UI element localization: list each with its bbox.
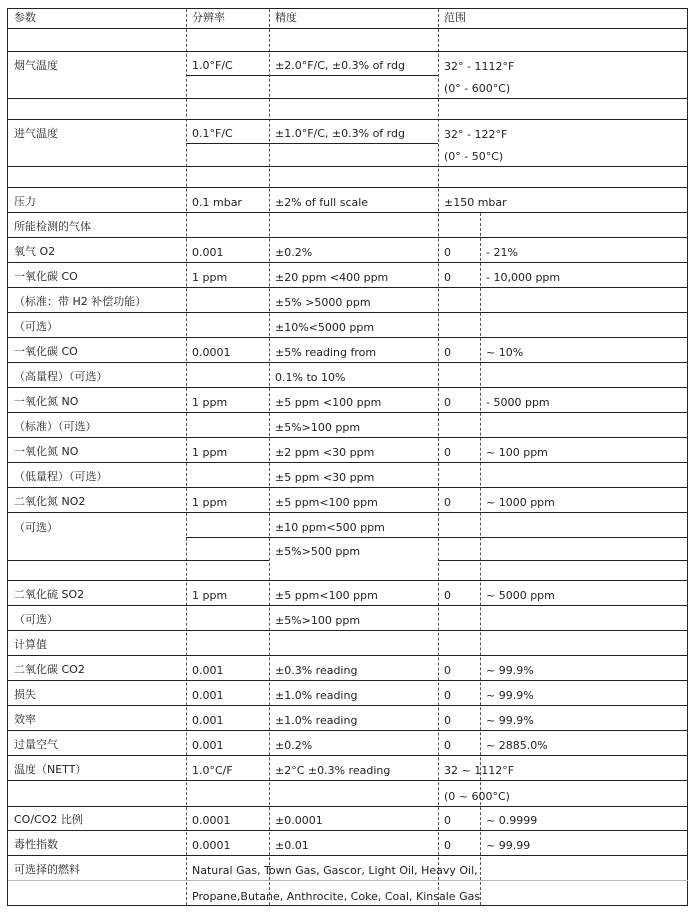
cell-range-max (480, 538, 688, 561)
cell-resolution: 0.0001 (186, 807, 269, 831)
cell-range-max: ~ 99.99 (480, 831, 688, 856)
cell-accuracy: ±5% >5000 ppm (269, 288, 438, 313)
cell-range: 32 ~ 1112°F (438, 756, 688, 781)
cell-parameter: （可选） (14, 521, 58, 534)
cell-resolution (186, 144, 269, 167)
cell-resolution: 0.001 (186, 681, 269, 706)
cell-range-min: 0 (438, 731, 480, 756)
cell-parameter: （低量程）（可选） (8, 463, 186, 488)
cell-range-max (480, 213, 688, 238)
cell-accuracy: ±5%>100 ppm (269, 606, 438, 631)
cell-range-max: - 5000 ppm (480, 388, 688, 413)
cell-range-min: 0 (438, 807, 480, 831)
cell-range-max: - 21% (480, 238, 688, 263)
cell-range: 32° - 1112°F (444, 60, 515, 73)
cell-accuracy: ±5% reading from (269, 338, 438, 363)
cell-parameter (8, 76, 186, 99)
cell-range-max: ~ 5000 ppm (480, 581, 688, 606)
cell-range: 32° - 122°F (444, 128, 508, 141)
cell-accuracy (269, 781, 438, 807)
cell-range-min: 0 (438, 656, 480, 681)
cell-resolution: 1 ppm (186, 388, 269, 413)
cell-fuels: Propane,Butane, Anthrocite, Coke, Coal, Kinsale Gas (192, 890, 481, 903)
cell-range-max (480, 363, 688, 388)
cell-range-min: 0 (438, 263, 480, 288)
cell-range-max: ~ 2885.0% (480, 731, 688, 756)
cell-range (438, 167, 688, 188)
cell-parameter (8, 538, 186, 561)
cell-range: (0° - 600°C) (438, 76, 688, 99)
cell-range-max (480, 631, 688, 656)
cell-range-min: 0 (438, 706, 480, 731)
cell-range-min: 0 (438, 831, 480, 856)
cell-accuracy (269, 631, 438, 656)
cell-accuracy (269, 213, 438, 238)
cell-resolution (186, 631, 269, 656)
cell-resolution (186, 288, 269, 313)
cell-range-min (438, 606, 480, 631)
cell-parameter (8, 167, 186, 188)
cell-range-min (438, 213, 480, 238)
header-accuracy: 精度 (269, 9, 438, 29)
cell-parameter (8, 99, 186, 120)
cell-accuracy: ±0.01 (269, 831, 438, 856)
cell-range-max: ~ 100 ppm (480, 438, 688, 463)
cell-parameter: 氧气 O2 (8, 238, 186, 263)
cell-range: ±150 mbar (438, 188, 688, 213)
cell-range-max: ~ 1000 ppm (480, 488, 688, 513)
cell-accuracy: ±5 ppm<100 ppm (269, 488, 438, 513)
cell-range (438, 99, 688, 120)
cell-accuracy: 0.1% to 10% (269, 363, 438, 388)
cell-resolution (186, 313, 269, 338)
cell-fuels: Natural Gas, Town Gas, Gascor, Light Oil, Heavy Oil, (186, 856, 688, 881)
cell-accuracy: ±1.0% reading (269, 706, 438, 731)
cell-accuracy (269, 29, 438, 52)
cell-range-max (480, 463, 688, 488)
cell-accuracy: ±5 ppm<100 ppm (269, 581, 438, 606)
cell-parameter: 可选择的燃料 (8, 856, 186, 881)
cell-range-max (480, 413, 688, 438)
cell-accuracy: ±0.2% (269, 238, 438, 263)
cell-range-max (480, 606, 688, 631)
cell-accuracy: ±20 ppm <400 ppm (269, 263, 438, 288)
cell-parameter (8, 144, 186, 167)
cell-resolution: 1 ppm (186, 581, 269, 606)
cell-range-max: ~ 10% (480, 338, 688, 363)
cell-parameter: 二氧化碳 CO2 (8, 656, 186, 681)
cell-resolution (186, 606, 269, 631)
cell-range-min: 0 (438, 388, 480, 413)
cell-resolution: 1.0°C/F (186, 756, 269, 781)
cell-parameter: 进气温度 (14, 127, 58, 140)
cell-resolution: 0.0001 (186, 338, 269, 363)
header-parameter: 参数 (8, 9, 186, 29)
cell-range-min (438, 288, 480, 313)
cell-range-min (438, 463, 480, 488)
cell-accuracy: ±10%<5000 ppm (269, 313, 438, 338)
cell-accuracy: ±2 ppm <30 ppm (269, 438, 438, 463)
cell-range-max (480, 513, 688, 538)
cell-parameter (8, 561, 186, 581)
cell-range-min (438, 513, 480, 538)
cell-parameter: 一氧化氮 NO (8, 388, 186, 413)
cell-resolution (186, 561, 269, 581)
cell-range-min: 0 (438, 681, 480, 706)
cell-parameter: 一氧化碳 CO (8, 338, 186, 363)
cell-accuracy: ±10 ppm<500 ppm (269, 513, 438, 538)
cell-parameter: 过量空气 (8, 731, 186, 756)
spec-table (7, 8, 688, 906)
cell-resolution (186, 413, 269, 438)
cell-range-max: - 10,000 ppm (480, 263, 688, 288)
cell-parameter: 二氧化硫 SO2 (8, 581, 186, 606)
cell-range-max (480, 313, 688, 338)
cell-resolution: 0.1°F/C (186, 120, 269, 144)
cell-accuracy: ±5%>100 ppm (269, 413, 438, 438)
cell-accuracy (269, 167, 438, 188)
cell-accuracy (269, 99, 438, 120)
cell-parameter (8, 781, 186, 807)
cell-parameter: （标准）（可选） (8, 413, 186, 438)
cell-range: (0° - 50°C) (438, 144, 688, 167)
cell-resolution (186, 167, 269, 188)
cell-parameter: 毒性指数 (8, 831, 186, 856)
cell-parameter: （可选） (8, 606, 186, 631)
cell-accuracy: ±0.0001 (269, 807, 438, 831)
cell-range-min (438, 413, 480, 438)
cell-resolution (186, 513, 269, 538)
cell-parameter: 效率 (8, 706, 186, 731)
cell-parameter: （标准：带 H2 补偿功能） (8, 288, 186, 313)
cell-accuracy: ±0.3% reading (269, 656, 438, 681)
cell-resolution (186, 213, 269, 238)
cell-range-min (438, 313, 480, 338)
cell-parameter: 压力 (8, 188, 186, 213)
cell-resolution: 0.001 (186, 238, 269, 263)
cell-accuracy: ±2°C ±0.3% reading (269, 756, 438, 781)
cell-parameter: （可选） (8, 313, 186, 338)
cell-accuracy: ±1.0°F/C, ±0.3% of rdg (269, 120, 438, 144)
cell-range-min: 0 (438, 488, 480, 513)
cell-range-max (480, 288, 688, 313)
cell-resolution (186, 29, 269, 52)
cell-range-max (480, 561, 688, 581)
cell-accuracy: ±5 ppm <100 ppm (269, 388, 438, 413)
cell-resolution: 1 ppm (186, 263, 269, 288)
cell-parameter: 一氧化氮 NO (8, 438, 186, 463)
cell-range-min (438, 363, 480, 388)
cell-resolution: 0.001 (186, 731, 269, 756)
cell-range-min: 0 (438, 581, 480, 606)
cell-range-min: 0 (438, 238, 480, 263)
cell-parameter (8, 29, 186, 52)
cell-range (438, 29, 688, 52)
cell-resolution (186, 463, 269, 488)
cell-accuracy: ±2.0°F/C, ±0.3% of rdg (269, 52, 438, 76)
cell-accuracy: ±1.0% reading (269, 681, 438, 706)
cell-range-max: ~ 0.9999 (480, 807, 688, 831)
cell-accuracy: ±2% of full scale (269, 188, 438, 213)
cell-parameter: 二氧化氮 NO2 (8, 488, 186, 513)
header-resolution: 分辨率 (186, 9, 269, 29)
cell-resolution (186, 781, 269, 807)
cell-range-min: 0 (438, 438, 480, 463)
cell-resolution: 1.0°F/C (186, 52, 269, 76)
cell-resolution: 0.1 mbar (186, 188, 269, 213)
cell-resolution (186, 538, 269, 561)
cell-range-max: ~ 99.9% (480, 681, 688, 706)
cell-parameter: CO/CO2 比例 (8, 807, 186, 831)
cell-accuracy (269, 76, 438, 99)
cell-accuracy: ±0.2% (269, 731, 438, 756)
cell-accuracy (269, 561, 438, 581)
cell-parameter: 所能检测的气体 (8, 213, 186, 238)
cell-resolution (186, 99, 269, 120)
cell-parameter: 一氧化碳 CO (8, 263, 186, 288)
cell-resolution (186, 76, 269, 99)
cell-parameter: 温度（NETT） (8, 756, 186, 781)
cell-range-max: ~ 99.9% (480, 656, 688, 681)
cell-resolution: 1 ppm (186, 438, 269, 463)
cell-accuracy: ±5 ppm <30 ppm (269, 463, 438, 488)
cell-resolution: 0.001 (186, 656, 269, 681)
cell-range-max: ~ 99.9% (480, 706, 688, 731)
cell-resolution (186, 363, 269, 388)
cell-parameter: 烟气温度 (14, 59, 58, 72)
cell-resolution: 0.001 (186, 706, 269, 731)
cell-range-min (438, 631, 480, 656)
cell-resolution: 1 ppm (186, 488, 269, 513)
cell-parameter: 计算值 (8, 631, 186, 656)
cell-accuracy (269, 144, 438, 167)
cell-parameter: 损失 (8, 681, 186, 706)
cell-range-min (438, 538, 480, 561)
cell-parameter (8, 881, 186, 906)
cell-range-min (438, 561, 480, 581)
cell-range: (0 ~ 600°C) (438, 781, 688, 807)
header-range: 范围 (438, 9, 688, 29)
cell-parameter: （高量程）（可选） (8, 363, 186, 388)
cell-accuracy: ±5%>500 ppm (275, 545, 361, 558)
cell-resolution: 0.0001 (186, 831, 269, 856)
cell-range-min: 0 (438, 338, 480, 363)
